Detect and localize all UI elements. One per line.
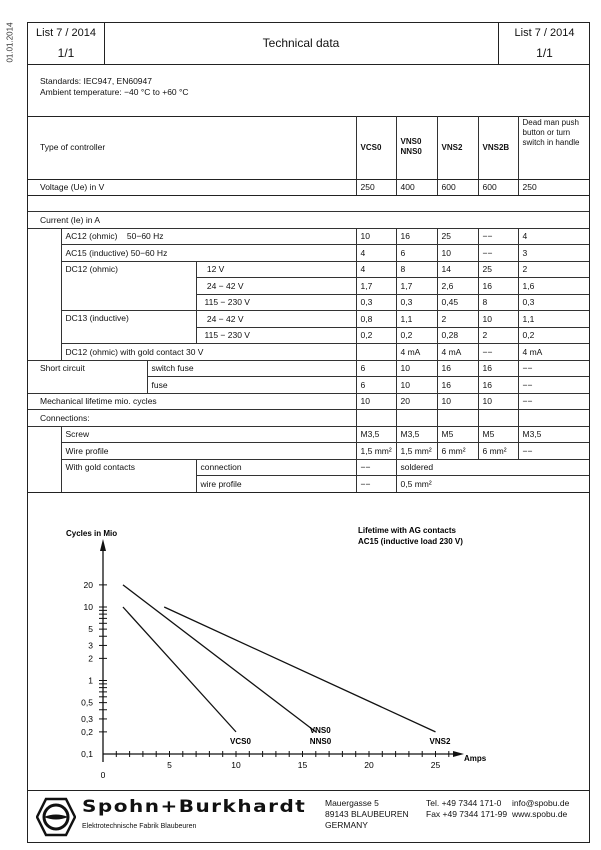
y-tick-label: 2 [88, 653, 93, 664]
page-number: 1/1 [57, 46, 75, 60]
cell: soldered [396, 459, 589, 476]
cell: 0,3 [518, 294, 589, 311]
cell: 0,8 [356, 311, 396, 328]
cell: 250 [356, 179, 396, 196]
street: Mauergasse 5 [325, 798, 379, 808]
row-label: AC15 (inductive) 50−60 Hz [61, 245, 356, 262]
cell [478, 410, 518, 427]
gold-contact-row [28, 344, 589, 361]
series-line-vns0 [123, 585, 316, 732]
list-number: List 7 / 2014 [514, 27, 575, 39]
address [325, 798, 409, 831]
col-vns0: VNS0 NNS0 [396, 116, 437, 179]
cell [356, 344, 396, 361]
cell: 0,5 mm² [396, 476, 589, 492]
chart-title-line2: AC15 (inductive load 230 V) [358, 537, 463, 546]
row-label: Type of controller [28, 116, 356, 179]
y-tick-label: 0,1 [81, 749, 93, 759]
cell: 16 [396, 228, 437, 245]
indent [28, 228, 61, 360]
cell: 1,6 [518, 278, 589, 295]
cell: 16 [478, 278, 518, 295]
list-number: List 7 / 2014 [36, 27, 96, 39]
sub-label: wire profile [196, 476, 356, 492]
ambient-temperature: Ambient temperature: −40 °C to +60 °C [40, 87, 189, 97]
sub-label: 12 V [196, 261, 356, 278]
sub-label: 24 − 42 V [196, 311, 356, 328]
sub-label: 115 − 230 V [196, 327, 356, 344]
cell: 1,1 [396, 311, 437, 328]
cell: 4 [356, 261, 396, 278]
dc12-row [28, 261, 589, 278]
cell: −− [518, 443, 589, 460]
cell [437, 410, 478, 427]
standards-section [28, 64, 589, 117]
footer [28, 790, 589, 843]
cell: 1,7 [396, 278, 437, 295]
telephone: Tel. +49 7344 171-0 [426, 798, 502, 808]
sub-label: switch fuse [147, 360, 356, 377]
col-vns2b: VNS2B [478, 116, 518, 179]
chart-svg [28, 493, 589, 791]
cell [356, 410, 396, 427]
website-link[interactable]: www.spobu.de [512, 809, 568, 819]
sub-label: fuse [147, 377, 356, 394]
cell: 250 [518, 179, 589, 196]
cell: 20 [396, 393, 437, 410]
col-vcs0: VCS0 [356, 116, 396, 179]
page-number: 1/1 [536, 46, 553, 60]
x-axis-label: Amps [464, 754, 487, 763]
x-axis-arrow-icon [453, 751, 464, 757]
cell: 16 [478, 360, 518, 377]
country: GERMANY [325, 820, 368, 830]
sub-label: 24 − 42 V [196, 278, 356, 295]
voltage-row [28, 179, 589, 196]
y-tick-label: 5 [88, 624, 93, 635]
list-box-left [28, 23, 105, 64]
cell: 10 [356, 228, 396, 245]
cell: 10 [478, 311, 518, 328]
cell: 10 [478, 393, 518, 410]
x-tick-label: 15 [297, 760, 308, 770]
datasheet-page [27, 22, 590, 843]
x-tick-label: 5 [167, 760, 172, 770]
row-label: DC12 (ohmic) [61, 261, 196, 311]
header [28, 23, 589, 65]
screw-row [28, 426, 589, 443]
ac15-row [28, 245, 589, 262]
cell: 0,2 [396, 327, 437, 344]
spacer [28, 196, 589, 212]
x-tick-label: 10 [231, 760, 241, 770]
series-label: VCS0 [230, 736, 251, 746]
connections-row [28, 410, 589, 427]
cell: 10 [437, 393, 478, 410]
cell: M3,5 [396, 426, 437, 443]
cell: −− [518, 377, 589, 394]
phone-info [426, 798, 507, 820]
cell: 4 [356, 245, 396, 262]
page-title: Technical data [262, 36, 340, 50]
cell: 10 [396, 377, 437, 394]
cell: M3,5 [356, 426, 396, 443]
sub-label: connection [196, 459, 356, 476]
cell: 10 [437, 245, 478, 262]
cell: 4 mA [437, 344, 478, 361]
cell: 6 [396, 245, 437, 262]
series-label: VNS2 [429, 736, 451, 746]
controller-row [28, 116, 589, 179]
dc13-row [28, 311, 589, 328]
cell: 0,45 [437, 294, 478, 311]
cell: −− [478, 245, 518, 262]
row-label: Current (Ie) in A [28, 212, 589, 229]
cell: −− [518, 360, 589, 377]
y-tick-label: 1 [88, 675, 93, 686]
cell: 1,5 mm² [356, 443, 396, 460]
brand-tagline: Elektrotechnische Fabrik Blaubeuren [82, 823, 197, 830]
cell: 0,28 [437, 327, 478, 344]
y-axis-arrow-icon [100, 539, 106, 551]
cell: 6 [356, 377, 396, 394]
cell: 2 [437, 311, 478, 328]
list-box-right [498, 23, 590, 64]
x-tick-label: 20 [364, 760, 374, 770]
city: 89143 BLAUBEUREN [325, 809, 409, 819]
wire-profile-row [28, 443, 589, 460]
spacer-row [28, 196, 589, 212]
sub-label: 115 − 230 V [196, 294, 356, 311]
spec-table [28, 116, 589, 492]
document-date [4, 22, 18, 66]
cell: 1,1 [518, 311, 589, 328]
fax: Fax +49 7344 171-99 [426, 809, 508, 819]
ac12-row [28, 228, 589, 245]
date-text: 01.01.2014 [5, 22, 15, 63]
cell: 1,7 [356, 278, 396, 295]
cell [396, 410, 437, 427]
row-label: AC12 (ohmic) 50−60 Hz [61, 228, 356, 245]
cell: 16 [478, 377, 518, 394]
series-line-vcs0 [123, 607, 236, 732]
y-tick-label: 20 [83, 579, 93, 590]
cell: 2 [478, 327, 518, 344]
cell: −− [356, 459, 396, 476]
lifetime-chart [28, 492, 589, 791]
cell: −− [356, 476, 396, 492]
series-label: NNS0 [309, 736, 332, 746]
cell: 4 [518, 228, 589, 245]
cell: 0,3 [396, 294, 437, 311]
short-circuit-row [28, 360, 589, 377]
col-vns2: VNS2 [437, 116, 478, 179]
y-tick-label: 3 [88, 640, 93, 651]
cell: 16 [437, 360, 478, 377]
row-label: Connections: [28, 410, 356, 427]
cell: 0,3 [356, 294, 396, 311]
cell: 6 mm² [437, 443, 478, 460]
cell [518, 410, 589, 427]
chart-title-line1: Lifetime with AG contacts [358, 526, 456, 535]
cell: 2,6 [437, 278, 478, 295]
cell: 25 [478, 261, 518, 278]
cell: 400 [396, 179, 437, 196]
cell: −− [518, 393, 589, 410]
row-label: Short circuit [28, 360, 147, 393]
cell: 4 mA [396, 344, 437, 361]
indent [28, 426, 61, 492]
cell: 6 [356, 360, 396, 377]
cell: −− [478, 344, 518, 361]
row-label: DC12 (ohmic) with gold contact 30 V [61, 344, 356, 361]
row-label: With gold contacts [61, 459, 196, 492]
y-axis-label: Cycles in Mio [66, 529, 118, 538]
cell: 600 [437, 179, 478, 196]
series-line-vns2 [164, 607, 435, 732]
cell: 1,5 mm² [396, 443, 437, 460]
cell: M5 [478, 426, 518, 443]
row-label: Wire profile [61, 443, 356, 460]
row-label: DC13 (inductive) [61, 311, 196, 344]
cell: 8 [396, 261, 437, 278]
cell: M5 [437, 426, 478, 443]
cell: 10 [396, 360, 437, 377]
standards-text: Standards: IEC947, EN60947 [40, 76, 152, 86]
cell: 600 [478, 179, 518, 196]
cell: 2 [518, 261, 589, 278]
row-label: Mechanical lifetime mio. cycles [28, 393, 356, 410]
cell: 0,2 [518, 327, 589, 344]
cell: 4 mA [518, 344, 589, 361]
brand-name: Spohn+Burkhardt [82, 796, 307, 817]
current-row [28, 212, 589, 229]
y-tick-label: 0,2 [81, 726, 93, 737]
series-label: VNS0 [309, 725, 331, 735]
cell: 0,2 [356, 327, 396, 344]
cell: M3,5 [518, 426, 589, 443]
row-label: Screw [61, 426, 356, 443]
web-info [512, 798, 569, 820]
y-tick-label: 0,3 [81, 713, 93, 724]
mechanical-lifetime-row [28, 393, 589, 410]
email-link[interactable]: info@spobu.de [512, 798, 570, 808]
x-tick-label: 25 [430, 760, 441, 770]
x-tick-label: 0 [100, 770, 106, 780]
y-tick-label: 10 [83, 602, 93, 612]
cell: 25 [437, 228, 478, 245]
cell: 3 [518, 245, 589, 262]
y-tick-label: 0,5 [81, 697, 93, 708]
row-label: Voltage (Ue) in V [28, 179, 356, 196]
cell: 16 [437, 377, 478, 394]
company-logo-icon [36, 797, 76, 837]
cell: 14 [437, 261, 478, 278]
gold-contacts-row [28, 459, 589, 476]
cell: 10 [356, 393, 396, 410]
cell: 6 mm² [478, 443, 518, 460]
col-dead-man: Dead man push button or turn switch in handle [518, 116, 589, 179]
cell: −− [478, 228, 518, 245]
cell: 8 [478, 294, 518, 311]
